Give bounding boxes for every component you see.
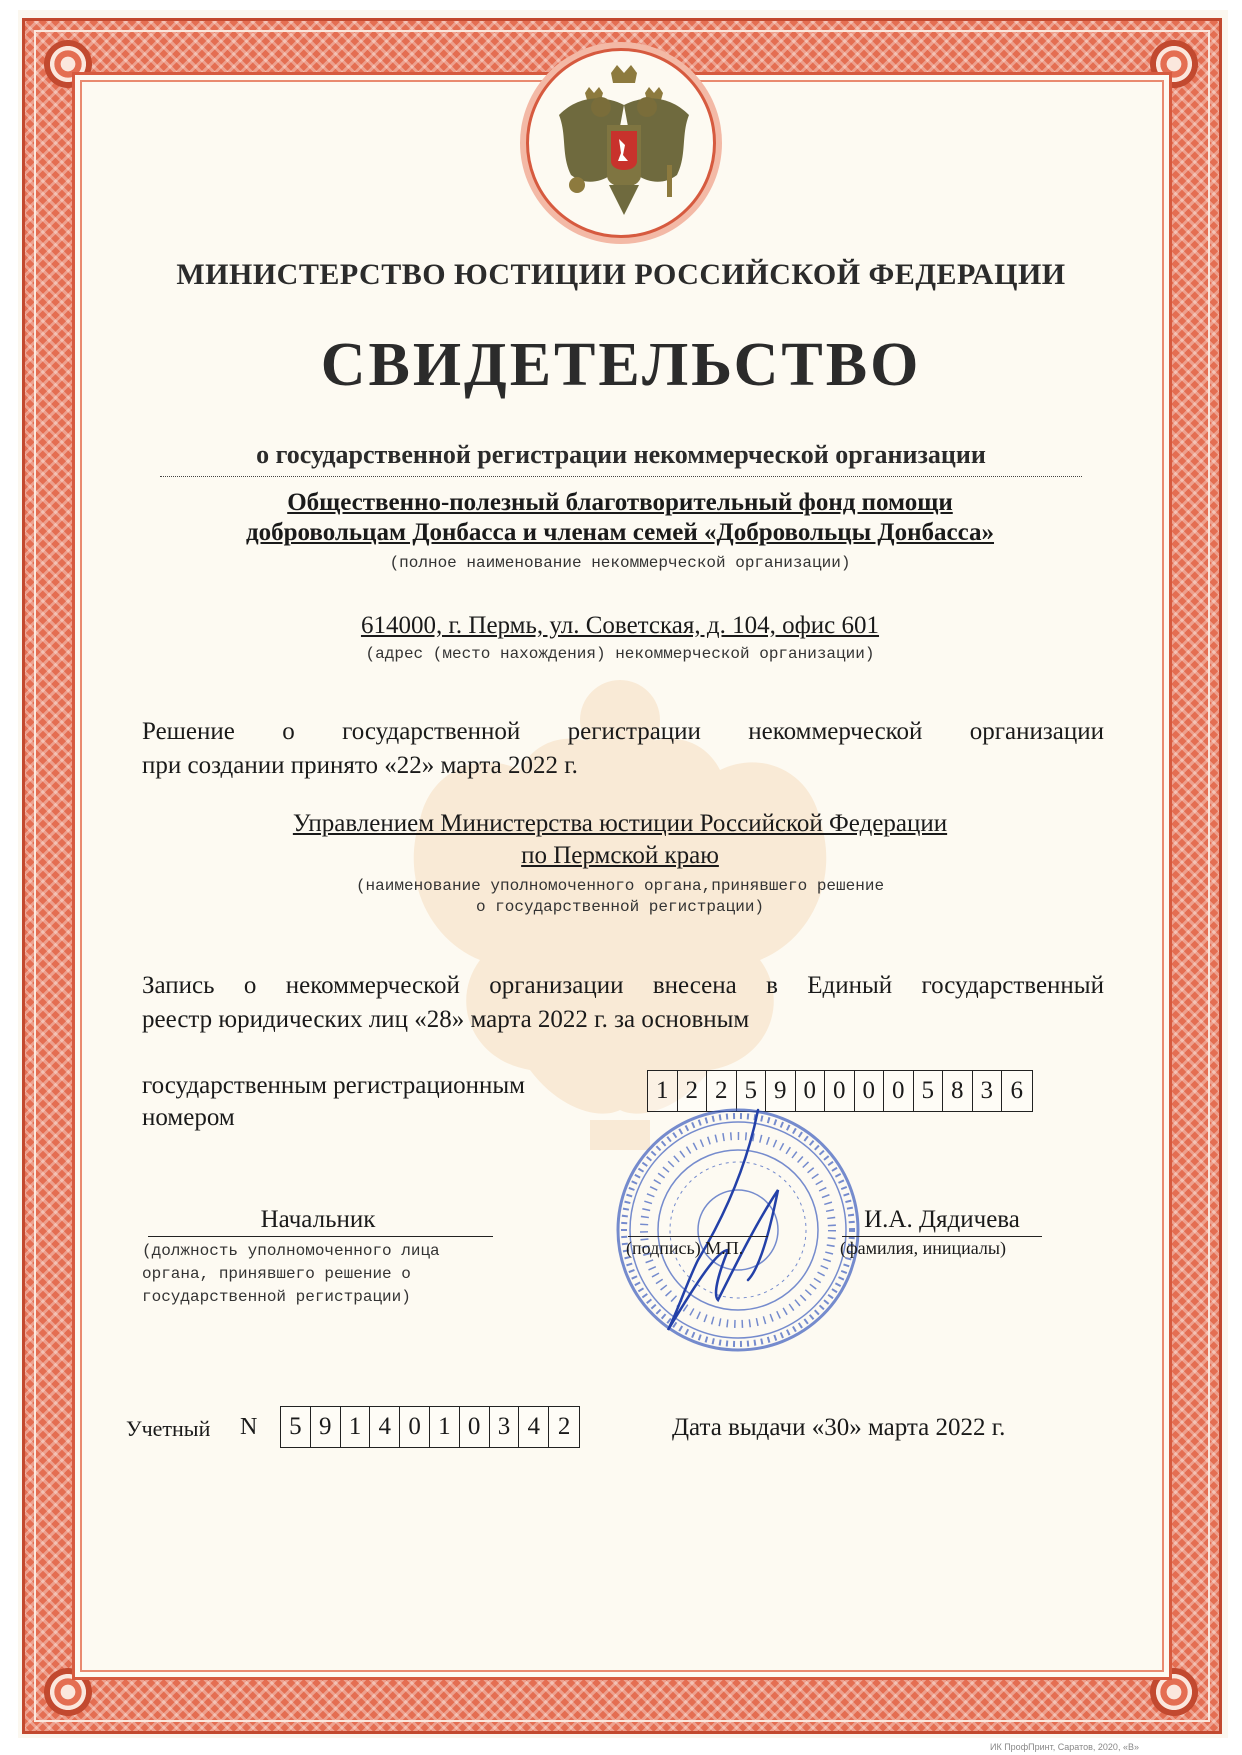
position-caption xyxy=(142,1240,542,1309)
regnum-digit: 0 xyxy=(884,1071,914,1111)
organization-address-caption: (адрес (место нахождения) некоммерческой организации) xyxy=(365,645,875,663)
regnum-digit: 0 xyxy=(825,1071,855,1111)
regnum-digit: 8 xyxy=(943,1071,973,1111)
account-digit: 4 xyxy=(370,1407,400,1447)
account-number-boxes xyxy=(280,1406,580,1448)
regnum-digit: 0 xyxy=(796,1071,826,1111)
organization-name-caption: (полное наименование некоммерческой организации) xyxy=(389,554,851,572)
fio-underline xyxy=(842,1236,1042,1237)
regnum-digit: 5 xyxy=(737,1071,767,1111)
organization-name-line-2: добровольцам Донбасса и членам семей «Добровольцы Донбасса» xyxy=(245,519,995,546)
account-digit: 5 xyxy=(281,1407,311,1447)
account-digit: 0 xyxy=(400,1407,430,1447)
account-digit: 4 xyxy=(519,1407,549,1447)
regnum-digit: 9 xyxy=(766,1071,796,1111)
authority-line-1: Управлением Министерства юстиции Российской Федерации xyxy=(292,810,948,837)
account-digit: 9 xyxy=(311,1407,341,1447)
account-digit: 1 xyxy=(430,1407,460,1447)
ministry-heading: МИНИСТЕРСТВО ЮСТИЦИИ РОССИЙСКОЙ ФЕДЕРАЦИИ xyxy=(176,258,1066,291)
regnum-label xyxy=(142,1070,602,1134)
regnum-digit: 6 xyxy=(1010,1077,1023,1104)
organization-name xyxy=(120,488,1120,548)
organization-name-line-1: Общественно-полезный благотворительный фонд помощи xyxy=(287,489,953,516)
organization-address: 614000, г. Пермь, ул. Советская, д. 104, офис 601 xyxy=(360,612,880,639)
record-text-line-1: Запись о некоммерческой организации внесена в Единый государственный xyxy=(142,972,1104,999)
position-caption-line-1: (должность уполномоченного лица xyxy=(142,1242,440,1260)
decision-text-line-1: Решение о государственной регистрации некоммерческой организации xyxy=(142,718,1104,745)
regnum-digit: 2 xyxy=(707,1071,737,1111)
authority-line-2: по Пермской краю xyxy=(521,842,719,869)
issue-date: Дата выдачи «30» марта 2022 г. xyxy=(672,1414,1006,1441)
account-digit: 3 xyxy=(490,1407,520,1447)
account-digit: 0 xyxy=(460,1407,490,1447)
authority-caption-line-1: (наименование уполномоченного органа,принявшего решение xyxy=(355,877,885,895)
position-caption-line-3: государственной регистрации) xyxy=(142,1288,411,1306)
authority-caption-line-2: о государственной регистрации) xyxy=(475,898,765,916)
emblem-holder xyxy=(526,48,716,238)
official-full-name: И.А. Дядичева xyxy=(864,1206,1020,1233)
decision-text-line-2: при создании принято «22» марта 2022 г. xyxy=(142,752,578,779)
fio-caption: (фамилия, инициалы) xyxy=(840,1238,1006,1258)
printer-imprint: ИК ПрофПринт, Саратов, 2020, «В» xyxy=(990,1742,1139,1752)
regnum-digit: 0 xyxy=(855,1071,885,1111)
subtitle-divider xyxy=(160,476,1082,477)
account-digit: 1 xyxy=(341,1407,371,1447)
regnum-label-line-1: государственным регистрационным xyxy=(142,1072,525,1099)
account-digit: 2 xyxy=(557,1413,571,1440)
official-position: Начальник xyxy=(260,1206,376,1233)
regnum-digit: 1 xyxy=(648,1071,678,1111)
position-caption-line-2: органа, принявшего решение о xyxy=(142,1265,411,1283)
signature-caption: (подпись) М.П. xyxy=(626,1238,744,1258)
account-label: Учетный xyxy=(126,1416,211,1441)
registering-authority xyxy=(120,808,1120,872)
regnum-label-line-2: номером xyxy=(142,1104,235,1131)
official-seal-stamp xyxy=(608,1100,868,1360)
signature-underline xyxy=(628,1236,768,1237)
authority-caption xyxy=(120,876,1120,918)
position-underline xyxy=(148,1236,493,1237)
certificate-subtitle: о государственной регистрации некоммерческой организации xyxy=(256,440,986,469)
russian-coat-of-arms-icon xyxy=(549,65,699,225)
certificate-title: СВИДЕТЕЛЬСТВО xyxy=(320,331,922,399)
regnum-digit: 2 xyxy=(678,1071,708,1111)
regnum-digit: 5 xyxy=(914,1071,944,1111)
account-n-label: N xyxy=(240,1414,258,1440)
regnum-digit: 3 xyxy=(973,1071,1003,1111)
record-text-line-2: реестр юридических лиц «28» марта 2022 г. за основным xyxy=(142,1006,750,1033)
